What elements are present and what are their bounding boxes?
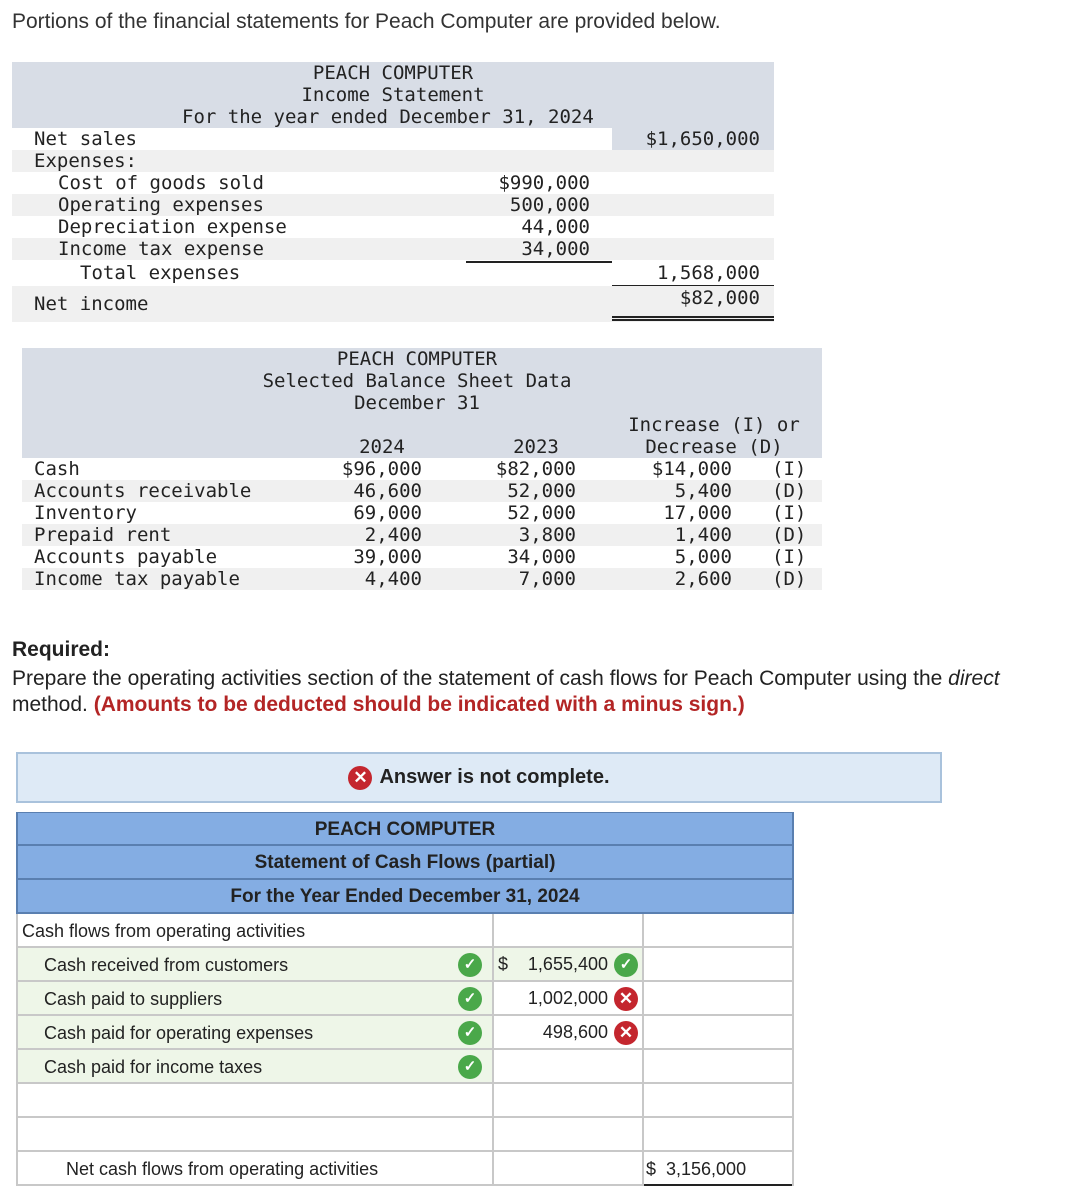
bs-col-2024: 2024 [359,436,405,458]
is-expense-row: Depreciation expense 44,000 [58,216,590,238]
cf-section-row [16,914,794,948]
cf-body [16,914,794,1186]
cf-title: Statement of Cash Flows (partial) [16,846,794,880]
bs-row: Cash $96,000 $82,000 $14,000 (I) [34,458,807,480]
bs-title: Selected Balance Sheet Data [262,370,572,392]
cf-net-row: Net cash flows from operating activities $ 3,156,000 [16,1152,794,1186]
cf-amount-input[interactable] [494,1050,642,1082]
is-net-sales-label: Net sales [34,128,137,150]
cf-amount-input[interactable]: $ 1,655,400 ✓ [494,948,642,980]
cash-flow-table [16,812,794,1186]
is-expense-row: Operating expenses 500,000 [12,194,774,216]
is-expense-row: Cost of goods sold $990,000 [58,172,590,194]
answer-status-text: Answer is not complete. [379,766,610,788]
is-net-income-label: Net income [34,293,149,315]
intro-text: Portions of the financial statements for Peach Computer are provided below. [12,10,721,33]
answer-status-banner [16,752,942,803]
is-net-sales: $1,650,000 [645,128,760,150]
correct-icon: ✓ [458,987,482,1011]
cf-row-label-select[interactable] [44,1118,484,1150]
cf-empty-row [16,1084,794,1118]
correct-icon: ✓ [458,953,482,977]
cf-amount-input[interactable]: 1,002,000 ✕ [494,982,642,1014]
is-expenses-label: Expenses: [34,150,137,172]
is-total-expenses-label: Total expenses [80,262,241,284]
cf-row-label-select[interactable]: Cash paid for income taxes [44,1057,263,1077]
is-company: PEACH COMPUTER [312,62,474,84]
bs-change-header-2: Decrease (D) [645,436,783,458]
bs-company: PEACH COMPUTER [336,348,498,370]
is-net-income: $82,000 [679,287,760,309]
bs-row: Income tax payable 4,400 7,000 2,600 (D) [22,568,822,590]
incorrect-icon: ✕ [348,766,372,790]
is-expense-row: Income tax expense 34,000 [12,238,774,260]
cf-row [16,1016,794,1050]
required-heading: Required: [12,638,111,661]
cf-row-label-select[interactable] [44,1084,484,1116]
is-title: Income Statement [301,84,485,106]
bs-col-2023: 2023 [513,436,559,458]
bs-row: Accounts payable 39,000 34,000 5,000 (I) [34,546,807,568]
cf-row [16,1050,794,1084]
cf-amount-input[interactable]: 498,600 ✕ [494,1016,642,1048]
income-statement [12,62,774,326]
cf-row [16,982,794,1016]
required-note: (Amounts to be deducted should be indicated with a minus sign.) [93,693,745,716]
cf-section-label: Cash flows from operating activities [22,921,306,941]
cf-company: PEACH COMPUTER [16,812,794,846]
cf-amount-input[interactable] [494,1084,642,1116]
bs-row: Accounts receivable 46,600 52,000 5,400 (D) [22,480,822,502]
cf-row-label-select[interactable]: Cash paid to suppliers [44,989,223,1009]
balance-sheet [22,348,822,592]
correct-icon: ✓ [614,953,638,977]
cf-net-double-rule [644,1184,792,1188]
cf-empty-row [16,1118,794,1152]
cf-period: For the Year Ended December 31, 2024 [16,880,794,914]
bs-row: Prepaid rent 2,400 3,800 1,400 (D) [22,524,822,546]
cf-row-label-select[interactable]: Cash received from customers [44,955,289,975]
correct-icon: ✓ [458,1055,482,1079]
bs-change-header-1: Increase (I) or [628,414,800,436]
incorrect-icon: ✕ [614,1021,638,1045]
cf-row [16,948,794,982]
cf-amount-input[interactable] [494,1118,642,1150]
correct-icon: ✓ [458,1021,482,1045]
cf-row-label-select[interactable]: Cash paid for operating expenses [44,1023,314,1043]
bs-date: December 31 [354,392,480,414]
cf-net-label: Net cash flows from operating activities [66,1159,379,1179]
bs-row: Inventory 69,000 52,000 17,000 (I) [34,502,807,524]
is-total-expenses: 1,568,000 [657,262,760,284]
required-instructions: Prepare the operating activities section of the statement of cash flows for Peach Computer using the direct method. (Amounts to be deducted should be indicated with a minus sign.) [12,667,1000,716]
is-period: For the year ended December 31, 2024 [182,106,594,128]
is-double-rule [612,316,774,321]
incorrect-icon: ✕ [614,987,638,1011]
